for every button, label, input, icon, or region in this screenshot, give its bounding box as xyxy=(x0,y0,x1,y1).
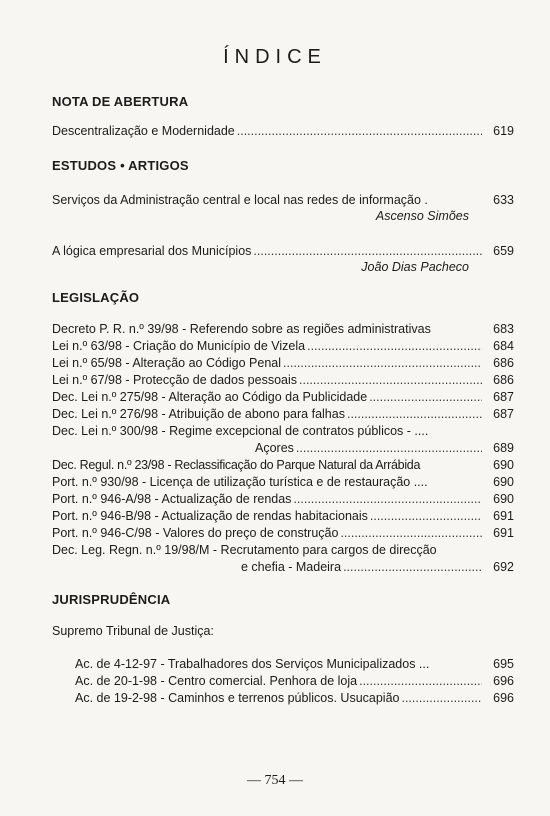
page-number: — 754 — xyxy=(247,773,303,788)
entry-page: 659 xyxy=(493,244,514,258)
entry-title: e chefia - Madeira xyxy=(241,560,342,574)
dot-leader xyxy=(296,441,482,456)
dot-leader xyxy=(253,244,482,259)
dot-leader xyxy=(370,509,482,524)
entry-title: Ac. de 4-12-97 - Trabalhadores dos Serviços Municipalizados ... xyxy=(75,657,430,671)
toc-entry xyxy=(52,509,514,524)
toc-entry xyxy=(52,390,514,405)
toc-entry xyxy=(52,458,514,473)
entry-page: 683 xyxy=(493,322,514,336)
entry-title: Port. n.º 946-B/98 - Actualização de rendas habitacionais xyxy=(52,509,368,523)
entry-page: 690 xyxy=(493,475,514,489)
toc-entry xyxy=(52,407,514,422)
entry-page: 696 xyxy=(493,674,514,688)
dot-leader xyxy=(340,526,482,541)
toc-entry xyxy=(52,424,514,439)
entry-page: 690 xyxy=(493,492,514,506)
entry-title: Port. n.º 946-C/98 - Valores do preço de construção xyxy=(52,526,339,540)
entry-title: Port. n.º 946-A/98 - Actualização de rendas xyxy=(52,492,292,506)
dot-leader xyxy=(307,339,482,354)
toc-entry xyxy=(52,339,514,354)
dot-leader xyxy=(369,390,482,405)
toc-entry xyxy=(75,657,514,672)
toc-entry xyxy=(52,526,514,541)
entry-page: 691 xyxy=(493,526,514,540)
section-heading-jurisprudencia: JURISPRUDÊNCIA xyxy=(52,592,171,607)
section-heading-legislacao: LEGISLAÇÃO xyxy=(52,290,140,305)
dot-leader xyxy=(359,674,482,689)
entry-page: 690 xyxy=(493,458,514,472)
court-name: Supremo Tribunal de Justiça: xyxy=(52,624,214,638)
entry-page: 695 xyxy=(493,657,514,671)
entry-page: 692 xyxy=(493,560,514,574)
dot-leader xyxy=(343,560,482,575)
toc-entry xyxy=(52,244,514,259)
entry-title: Açores xyxy=(255,441,294,455)
entry-author: João Dias Pacheco xyxy=(361,260,469,274)
entry-title: Dec. Leg. Regn. n.º 19/98/M - Recrutamento para cargos de direcção xyxy=(52,543,437,557)
toc-entry xyxy=(52,322,514,337)
heading-artigos: ARTIGOS xyxy=(128,158,189,173)
entry-title: Lei n.º 65/98 - Alteração ao Código Penal xyxy=(52,356,282,370)
entry-page: 684 xyxy=(493,339,514,353)
toc-entry xyxy=(52,193,514,208)
page-title: ÍNDICE xyxy=(223,46,327,68)
entry-title: Serviços da Administração central e local nas redes de informação . xyxy=(52,193,428,207)
entry-page: 633 xyxy=(493,193,514,207)
dot-leader xyxy=(401,691,482,706)
toc-entry xyxy=(52,356,514,371)
entry-page: 689 xyxy=(493,441,514,455)
dot-leader xyxy=(283,356,482,371)
toc-entry xyxy=(75,674,514,689)
entry-title: Ac. de 19-2-98 - Caminhos e terrenos públicos. Usucapião xyxy=(75,691,400,705)
toc-entry xyxy=(52,492,514,507)
toc-entry-continued xyxy=(255,441,514,456)
entry-title: Lei n.º 67/98 - Protecção de dados pessoais xyxy=(52,373,298,387)
entry-page: 687 xyxy=(493,407,514,421)
toc-entry xyxy=(75,691,514,706)
entry-title: Decreto P. R. n.º 39/98 - Referendo sobre as regiões administrativas xyxy=(52,322,431,336)
heading-estudos: ESTUDOS xyxy=(52,158,117,173)
entry-title: Dec. Lei n.º 276/98 - Atribuição de abono para falhas xyxy=(52,407,345,421)
dot-leader xyxy=(237,124,482,139)
entry-page: 686 xyxy=(493,373,514,387)
entry-title: A lógica empresarial dos Municípios xyxy=(52,244,252,258)
dot-leader xyxy=(299,373,482,388)
toc-entry xyxy=(52,373,514,388)
dot-leader xyxy=(293,492,482,507)
entry-page: 687 xyxy=(493,390,514,404)
bullet-separator: • xyxy=(120,158,125,173)
entry-page: 686 xyxy=(493,356,514,370)
entry-title: Lei n.º 63/98 - Criação do Município de Vizela xyxy=(52,339,306,353)
entry-page: 691 xyxy=(493,509,514,523)
entry-page: 619 xyxy=(493,124,514,138)
section-heading-nota: NOTA DE ABERTURA xyxy=(52,94,189,109)
toc-entry-continued xyxy=(241,560,514,575)
toc-entry xyxy=(52,124,514,139)
entry-title: Descentralização e Modernidade xyxy=(52,124,235,138)
entry-title: Ac. de 20-1-98 - Centro comercial. Penhora de loja xyxy=(75,674,358,688)
toc-entry xyxy=(52,475,514,490)
dot-leader xyxy=(347,407,482,422)
toc-entry xyxy=(52,543,514,558)
section-heading-estudos xyxy=(52,158,189,173)
entry-title: Dec. Lei n.º 275/98 - Alteração ao Código da Publicidade xyxy=(52,390,368,404)
entry-title: Dec. Lei n.º 300/98 - Regime excepcional de contratos públicos - .... xyxy=(52,424,429,438)
entry-author: Ascenso Simões xyxy=(375,209,469,223)
entry-title: Dec. Regul. n.º 23/98 - Reclassificação do Parque Natural da Arrábida xyxy=(52,458,421,472)
entry-page: 696 xyxy=(493,691,514,705)
entry-title: Port. n.º 930/98 - Licença de utilização turística e de restauração .... xyxy=(52,475,428,489)
